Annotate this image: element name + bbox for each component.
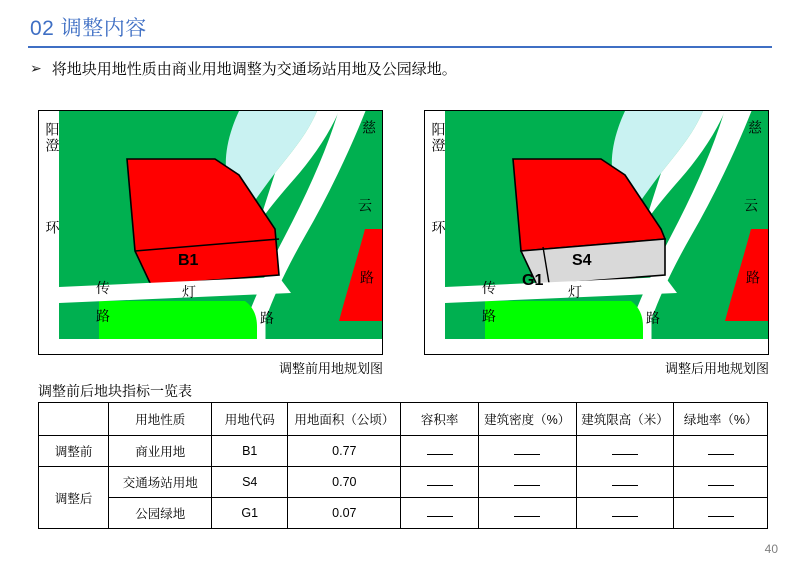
dash-mark — [612, 508, 638, 517]
map-after-frame — [424, 110, 769, 355]
dash-mark — [612, 477, 638, 486]
table-header-cell-4: 容积率 — [401, 403, 478, 436]
bullet-line — [30, 58, 457, 79]
cell-area-2: 0.07 — [288, 498, 401, 529]
cell-density-2 — [478, 498, 576, 529]
map-before-label-left-bottom: 环 — [44, 220, 61, 236]
cell-landuse-1: 交通场站用地 — [109, 467, 212, 498]
cell-density-1 — [478, 467, 576, 498]
cell-far-0 — [401, 436, 478, 467]
parcel-label-g1: G1 — [522, 272, 544, 289]
cell-greenrate-1 — [674, 467, 768, 498]
page-number: 40 — [764, 542, 778, 556]
parcel-label-b1: B1 — [178, 252, 199, 269]
table-header-cell-0 — [39, 403, 109, 436]
map-before-label-right-mid: 云 — [357, 198, 373, 214]
map-before-label-bottom-left: 传 — [96, 280, 110, 296]
map-after-label-bottom-mid: 灯 — [568, 284, 582, 300]
table-header-cell-1: 用地性质 — [109, 403, 212, 436]
map-before-caption: 调整前用地规划图 — [278, 361, 383, 376]
table-header-cell-5: 建筑密度（%） — [478, 403, 576, 436]
map-after-label-bottom-right: 路 — [646, 310, 660, 326]
map-after-label-right-bottom: 路 — [745, 270, 761, 286]
parcel-label-s4: S4 — [572, 252, 592, 269]
indicator-table — [38, 402, 768, 529]
bullet-text: 将地块用地性质由商业用地调整为交通场站用地及公园绿地。 — [51, 61, 457, 78]
table-header-cell-2: 用地代码 — [212, 403, 288, 436]
cell-landuse-0: 商业用地 — [109, 436, 212, 467]
cell-height-1 — [576, 467, 674, 498]
cell-area-1: 0.70 — [288, 467, 401, 498]
map-after-graphic — [425, 111, 768, 354]
table-header-cell-7: 绿地率（%） — [674, 403, 768, 436]
cell-code-2: G1 — [212, 498, 288, 529]
cell-area-0: 0.77 — [288, 436, 401, 467]
map-before-label-right-bottom: 路 — [359, 270, 375, 286]
cell-height-0 — [576, 436, 674, 467]
cell-density-0 — [478, 436, 576, 467]
map-before-frame — [38, 110, 383, 355]
table-row — [39, 467, 768, 498]
page-title: 02 调整内容 — [30, 17, 147, 40]
row-group-after: 调整后 — [39, 467, 109, 529]
dash-mark — [612, 446, 638, 455]
map-before-label-right-top: 慈 — [361, 120, 377, 136]
map-after-label-right-mid: 云 — [743, 198, 759, 214]
map-before-label-bottom-mid: 灯 — [182, 284, 196, 300]
cell-height-2 — [576, 498, 674, 529]
table-header-cell-6: 建筑限高（米） — [576, 403, 674, 436]
table-row — [39, 498, 768, 529]
cell-code-0: B1 — [212, 436, 288, 467]
map-after-label-left-bottom: 环 — [430, 220, 447, 236]
table-header-cell-3: 用地面积（公顷） — [288, 403, 401, 436]
dash-mark — [514, 446, 540, 455]
dash-mark — [427, 508, 453, 517]
cell-greenrate-0 — [674, 436, 768, 467]
map-after-caption: 调整后用地规划图 — [664, 361, 769, 376]
cell-code-1: S4 — [212, 467, 288, 498]
dash-mark — [708, 477, 734, 486]
cell-landuse-2: 公园绿地 — [109, 498, 212, 529]
map-before-label-bottom-left2: 路 — [96, 308, 110, 324]
cell-far-1 — [401, 467, 478, 498]
map-after-label-left-top: 阳澄 — [430, 122, 447, 154]
table-header-row — [39, 403, 768, 436]
table-title: 调整前后地块指标一览表 — [38, 383, 192, 399]
map-after-label-bottom-left: 传 — [482, 280, 496, 296]
cell-far-2 — [401, 498, 478, 529]
title-divider — [28, 46, 772, 48]
map-before-label-bottom-right: 路 — [260, 310, 274, 326]
dash-mark — [427, 477, 453, 486]
row-group-before: 调整前 — [39, 436, 109, 467]
table-row — [39, 436, 768, 467]
dash-mark — [427, 446, 453, 455]
dash-mark — [514, 477, 540, 486]
dash-mark — [708, 446, 734, 455]
dash-mark — [514, 508, 540, 517]
map-before-label-left-top: 阳澄 — [44, 122, 61, 154]
cell-greenrate-2 — [674, 498, 768, 529]
map-before — [38, 110, 383, 376]
map-after-label-right-top: 慈 — [747, 120, 763, 136]
map-after — [424, 110, 769, 376]
dash-mark — [708, 508, 734, 517]
map-after-label-bottom-left2: 路 — [482, 308, 496, 324]
bullet-arrow-icon: ➢ — [30, 60, 42, 76]
map-before-graphic — [39, 111, 382, 354]
